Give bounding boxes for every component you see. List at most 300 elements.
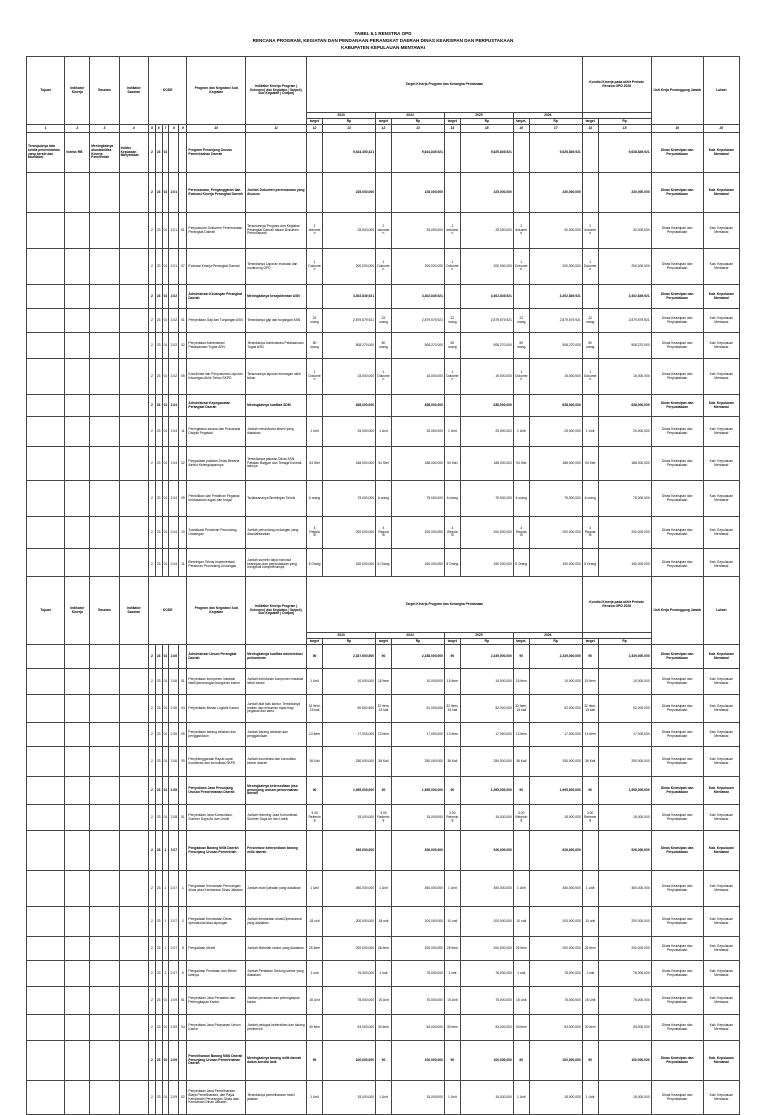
target-cell: 15 Unit xyxy=(582,987,598,1015)
tujuan-cell xyxy=(27,333,65,359)
kode-cell: 01 xyxy=(162,285,169,309)
tujuan-cell xyxy=(27,1081,65,1115)
unit-kerja-cell: Dinas Kearsipan dan Perpustakaan xyxy=(651,333,703,359)
rp-cell: 1,995,000,000 xyxy=(322,777,375,805)
sasaran-cell xyxy=(90,831,119,871)
kode-cell: 01 xyxy=(162,1081,169,1115)
target-cell: 2 dokumen xyxy=(307,213,323,249)
rp-cell: 17,000,000 xyxy=(598,723,651,747)
indikator-kinerja-cell xyxy=(65,213,90,249)
rp-cell: 508,270,000 xyxy=(598,333,651,359)
target-label: target xyxy=(444,119,460,125)
target-cell: 90 xyxy=(444,1041,460,1081)
indikator-sasaran-cell xyxy=(119,871,148,907)
unit-kerja-cell: Dinas Kearsipan dan Perpustakaan xyxy=(651,249,703,285)
sasaran-cell: Meningkatnya akuntabilitas Kinerja Pemerintah xyxy=(90,133,119,173)
target-cell: 94 Stel xyxy=(582,447,598,481)
lokasi-cell: Kab. Kepulauan Mentawai xyxy=(703,907,739,937)
program-cell: Evaluasi Kinerja Perangkat Daerah xyxy=(187,249,246,285)
rp-label: Rp xyxy=(529,639,582,645)
kode-cell: 2 xyxy=(149,133,156,173)
tujuan-cell xyxy=(27,1015,65,1041)
target-cell: 90 xyxy=(307,1041,323,1081)
rp-cell: 53,000,000 xyxy=(322,1015,375,1041)
kode-cell: 01 xyxy=(162,723,169,747)
target-cell: 4 Regulasi xyxy=(307,517,323,549)
kode-cell: 23 xyxy=(155,937,162,961)
indikator-cell: Tersusunnya Program dan Kegiatan Perangkat Daerah dalam Dokumen Perencanaan xyxy=(246,213,307,249)
kode-cell: 2 xyxy=(149,831,156,871)
target-cell: 1 Dokumen xyxy=(444,359,460,395)
kode-cell: 2 xyxy=(149,395,156,417)
indikator-cell: Jumlah petugas kebersihan dan tukang pembersih xyxy=(246,1015,307,1041)
rp-cell: 200,000,000 xyxy=(391,249,444,285)
kode-cell: 23 xyxy=(155,669,162,695)
kode-cell: 01 xyxy=(179,213,187,249)
col-lokasi: Lokasi xyxy=(703,577,739,645)
table-row xyxy=(27,249,740,285)
target-cell: 4 Regulasi xyxy=(582,517,598,549)
indikator-kinerja-cell xyxy=(65,1081,90,1115)
kode-cell: 2 xyxy=(149,723,156,747)
target-cell: 90 xyxy=(307,777,323,805)
year-2026: 2026 xyxy=(513,633,582,639)
tujuan-cell xyxy=(27,831,65,871)
kode-cell: 23 xyxy=(155,987,162,1015)
kode-cell: 23 xyxy=(155,805,162,831)
tujuan-cell xyxy=(27,359,65,395)
target-cell: 1 Unit xyxy=(582,871,598,907)
rp-cell: 638,000,000 xyxy=(322,395,375,417)
index-cell: 12 xyxy=(307,125,323,133)
sasaran-cell xyxy=(90,395,119,417)
kode-cell: 2.08 xyxy=(169,805,179,831)
indikator-kinerja-cell xyxy=(65,669,90,695)
target-cell: 10 unit xyxy=(582,907,598,937)
kode-cell: 01 xyxy=(162,417,169,447)
lokasi-cell: Kab. Kepulauan Mentawai xyxy=(703,937,739,961)
target-cell: 26 Item xyxy=(444,937,460,961)
target-cell: 1 Unit xyxy=(513,417,529,447)
indikator-sasaran-cell xyxy=(119,417,148,447)
year-2023: 2023 xyxy=(307,633,376,639)
kode-cell: 2.08 xyxy=(169,777,179,805)
lokasi-cell: Kab. Kepulauan Mentawai xyxy=(703,805,739,831)
kode-cell: 1 xyxy=(162,907,169,937)
lokasi-cell: Kab. Kepulauan Mentawai xyxy=(703,285,739,309)
rp-cell: 9,624,450,421 xyxy=(322,133,375,173)
target-cell: 2 dokumen xyxy=(513,213,529,249)
target-cell: 15 Item xyxy=(513,669,529,695)
target-cell: 1 Unit xyxy=(376,417,392,447)
indikator-kinerja-cell xyxy=(65,309,90,333)
indikator-sasaran-cell xyxy=(119,447,148,481)
kode-cell: 2.02 xyxy=(169,359,179,395)
rp-cell: 225,000,000 xyxy=(460,173,513,213)
target-cell xyxy=(513,395,529,417)
rp-cell: 25,000,000 xyxy=(598,417,651,447)
lokasi-cell: Kab. Kepulauan Mentawai xyxy=(703,669,739,695)
rp-cell: 2,339,000,000 xyxy=(460,645,513,669)
sasaran-cell xyxy=(90,987,119,1015)
sasaran-cell xyxy=(90,249,119,285)
rp-cell: 450,000,000 xyxy=(391,871,444,907)
rp-cell: 450,000,000 xyxy=(322,871,375,907)
rp-cell: 3,402,849,921 xyxy=(391,285,444,309)
target-cell: 22 orang xyxy=(582,309,598,333)
kode-cell xyxy=(179,831,187,871)
program-cell: Pengadaan Barang Milik Daerah Penunjang Urusan Pemerintah xyxy=(187,831,246,871)
rp-cell: 188,000,000 xyxy=(391,447,444,481)
target-cell: 36 Kali xyxy=(376,747,392,777)
header-row xyxy=(27,57,740,113)
target-label: target, xyxy=(513,639,529,645)
table-row xyxy=(27,133,740,173)
sasaran-cell xyxy=(90,645,119,669)
rp-cell: 52,000,000 xyxy=(529,695,582,723)
kode-cell: 2 xyxy=(149,213,156,249)
target-cell: 1 Unit xyxy=(513,871,529,907)
tujuan-cell xyxy=(27,747,65,777)
rp-cell: 2,879,579,921 xyxy=(460,309,513,333)
kode-cell: 2 xyxy=(149,447,156,481)
indikator-cell: Tersedianya pakaian Dinas ASN, Pakaian Batjgon dan Tenaga Kontrak lainnya xyxy=(246,447,307,481)
kode-cell: 2 xyxy=(149,549,156,581)
table-row xyxy=(27,871,740,907)
index-cell: 5 xyxy=(149,125,156,133)
kode-cell: 1 xyxy=(162,871,169,907)
col-indikator-sasaran: Indikator Sasaran xyxy=(119,577,148,645)
indikator-sasaran-cell xyxy=(119,173,148,213)
target-cell: 13 Item xyxy=(582,723,598,747)
unit-kerja-cell: Dinas Kearsipan dan Perpustakaan xyxy=(651,1041,703,1081)
indikator-cell: Jumlah barang cetakan dan penggandaan xyxy=(246,723,307,747)
kode-cell: 2 xyxy=(149,517,156,549)
indikator-sasaran-cell xyxy=(119,987,148,1015)
target-cell: 15 Unit xyxy=(513,987,529,1015)
target-cell xyxy=(582,395,598,417)
target-cell: 4 Regulasi xyxy=(513,517,529,549)
target-cell: 90 xyxy=(376,1041,392,1081)
program-cell: Pengadaan Mebel xyxy=(187,937,246,961)
kode-cell: 05 xyxy=(179,723,187,747)
indikator-kinerja-cell xyxy=(65,777,90,805)
col-kode: KODE xyxy=(149,57,187,125)
indikator-cell: Jumlah Mebelair kantor yang diadakan xyxy=(246,937,307,961)
target-cell: 1 unit xyxy=(513,961,529,987)
kode-cell: 04 xyxy=(179,1015,187,1041)
col-indikator-program: Indikator Kinerja Program ( Outcome) dan Kegiatan ( Output), Sub Kegiatan ( Output) xyxy=(246,577,307,645)
col-sasaran: Sasaran xyxy=(90,577,119,645)
target-cell: 36 Kali xyxy=(307,747,323,777)
sasaran-cell xyxy=(90,417,119,447)
rp-cell: 30,000,000 xyxy=(598,213,651,249)
indikator-sasaran-cell xyxy=(119,1015,148,1041)
indikator-sasaran-cell xyxy=(119,937,148,961)
indikator-kinerja-cell xyxy=(65,871,90,907)
kode-cell: 2.01 xyxy=(169,249,179,285)
sasaran-cell xyxy=(90,871,119,907)
rp-cell: 76,000,000 xyxy=(391,961,444,987)
rp-cell: 15,000,000 xyxy=(460,1081,513,1115)
tujuan-cell xyxy=(27,517,65,549)
rp-cell: 150,000,000 xyxy=(529,549,582,581)
rp-cell: 75,000,000 xyxy=(598,481,651,517)
rp-cell: 1,995,000,000 xyxy=(529,777,582,805)
indikator-kinerja-cell xyxy=(65,907,90,937)
rp-cell: 926,000,000 xyxy=(460,831,513,871)
rp-cell: 76,000,000 xyxy=(460,961,513,987)
lokasi-cell: Kab. Kepulauan Mentawai xyxy=(703,333,739,359)
kode-cell: 01 xyxy=(162,333,169,359)
table-row xyxy=(27,669,740,695)
rp-cell: 25,000,000 xyxy=(391,213,444,249)
table-row xyxy=(27,447,740,481)
tujuan-cell xyxy=(27,481,65,517)
kode-cell: 05 xyxy=(179,359,187,395)
unit-kerja-cell: Dinas Kearsipan dan Perpustakaan xyxy=(651,359,703,395)
lokasi-cell: Kab. Kepulauan Mentawai xyxy=(703,831,739,871)
target-cell: 1 Dokumen xyxy=(376,249,392,285)
title-line-1: TABEL 6.1 RENSTRA OPD xyxy=(354,31,412,36)
target-cell: 30 item xyxy=(307,1015,323,1041)
target-cell xyxy=(513,285,529,309)
page-2 xyxy=(26,576,740,1115)
indikator-kinerja-cell xyxy=(65,285,90,309)
lokasi-cell: Kab. Kepulauan Mentawai xyxy=(703,359,739,395)
rp-cell: 200,000,000 xyxy=(598,517,651,549)
kode-cell: 2 xyxy=(149,285,156,309)
table-row xyxy=(27,1081,740,1115)
indikator-cell: Jumlah sumber daya manusia kearsipan dan perpustakaan yang mengikuti kompetensinya xyxy=(246,549,307,581)
program-cell: Koordinasi dan Penyusunan Laporan Keuangan Akhir Tahun SKPD xyxy=(187,359,246,395)
rp-cell: 200,000,000 xyxy=(460,937,513,961)
rp-cell: 2,339,000,000 xyxy=(529,645,582,669)
table-row xyxy=(27,987,740,1015)
rp-cell: 76,000,000 xyxy=(322,961,375,987)
target-cell: 1 Dokumen xyxy=(513,249,529,285)
kode-cell: 23 xyxy=(155,285,162,309)
indikator-sasaran-cell xyxy=(119,747,148,777)
target-cell: 32 Item, 15 kali xyxy=(582,695,598,723)
unit-kerja-cell: Dinas Kearsipan dan Perpustakaan xyxy=(651,549,703,581)
rp-cell: 150,000,000 xyxy=(391,549,444,581)
target-cell: 1 Unit xyxy=(444,417,460,447)
rp-cell: 75,000,000 xyxy=(391,481,444,517)
index-cell: 14 xyxy=(444,125,460,133)
rp-cell: 508,270,000 xyxy=(529,333,582,359)
kode-cell: 01 xyxy=(162,395,169,417)
kode-cell: 2 xyxy=(149,309,156,333)
indikator-sasaran-cell xyxy=(119,777,148,805)
target-cell: 15 Unit xyxy=(376,987,392,1015)
kode-cell: 23 xyxy=(155,517,162,549)
unit-kerja-cell: Dinas Kearsipan dan Perpustakaan xyxy=(651,481,703,517)
table-row xyxy=(27,747,740,777)
target-label: target, xyxy=(513,119,529,125)
rp-cell: 15,000,000 xyxy=(460,805,513,831)
target-cell: 8 Orang xyxy=(376,549,392,581)
rp-cell: 17,000,000 xyxy=(460,723,513,747)
target-cell: 1 Unit xyxy=(513,1081,529,1115)
table-row xyxy=(27,961,740,987)
col-kondisi: Kondisi Kinerja pada akhir Periode Renstra OPD 2026 xyxy=(582,57,651,113)
kode-cell: 09 xyxy=(179,747,187,777)
rp-cell: 10,000,000 xyxy=(322,669,375,695)
kode-cell: 01 xyxy=(162,309,169,333)
rp-cell: 200,000,000 xyxy=(598,249,651,285)
rp-cell: 51,000,000 xyxy=(391,695,444,723)
kode-cell: 10 xyxy=(179,517,187,549)
target-cell xyxy=(444,395,460,417)
indikator-sasaran-cell xyxy=(119,645,148,669)
kode-cell: 2 xyxy=(149,805,156,831)
kode-cell: 2 xyxy=(149,907,156,937)
indikator-sasaran-cell xyxy=(119,249,148,285)
target-cell: 6 orang xyxy=(444,481,460,517)
indikator-sasaran-cell xyxy=(119,333,148,359)
indikator-kinerja-cell xyxy=(65,417,90,447)
kode-cell: 23 xyxy=(155,395,162,417)
target-cell: 4 Regulasi xyxy=(376,517,392,549)
program-cell: Administrasi Kepegawaian Perangkat Daerah xyxy=(187,395,246,417)
tujuan-cell: Terwujudnya tata kelola pemerintahan yang bersih dan akuntabel xyxy=(27,133,65,173)
indikator-kinerja-cell xyxy=(65,517,90,549)
table-row xyxy=(27,805,740,831)
rp-cell: 638,000,000 xyxy=(391,395,444,417)
kode-cell: 23 xyxy=(155,133,162,173)
rp-cell: 25,000,000 xyxy=(460,213,513,249)
rp-cell: 230,000,000 xyxy=(598,173,651,213)
kode-cell: 2.01 xyxy=(169,213,179,249)
program-cell: Penyediaan komponen instalasi listrik/penerangan bangunan kantor xyxy=(187,669,246,695)
col-kondisi: Kondisi Kinerja pada akhir Periode Renstra OPD 2026 xyxy=(582,577,651,633)
kode-cell: 2 xyxy=(149,871,156,907)
target-cell xyxy=(376,285,392,309)
sasaran-cell xyxy=(90,669,119,695)
year-2024: 2024 xyxy=(376,633,445,639)
target-cell xyxy=(513,831,529,871)
lokasi-cell: Kab. Kepulauan Mentawai xyxy=(703,777,739,805)
rp-cell: 25,000,000 xyxy=(322,213,375,249)
rp-cell: 75,000,000 xyxy=(391,987,444,1015)
target-cell: 30 item xyxy=(513,1015,529,1041)
unit-kerja-cell: Dinas Kearsipan dan Perpustakaan xyxy=(651,961,703,987)
kode-cell: 2.09 xyxy=(169,1081,179,1115)
program-cell: Program Penunjang Urusan Pemerintahan Daerah xyxy=(187,133,246,173)
rp-cell: 25,000,000 xyxy=(529,417,582,447)
kode-cell: 2 xyxy=(149,333,156,359)
target-cell: 18 unit xyxy=(376,907,392,937)
unit-kerja-cell: Dinas Kearsipan dan Perpustakaan xyxy=(651,723,703,747)
rp-cell: 75,000,000 xyxy=(460,987,513,1015)
indikator-cell: Jumlah peralatan dan perlengkapan kantor xyxy=(246,987,307,1015)
sasaran-cell xyxy=(90,333,119,359)
index-cell: 17 xyxy=(529,125,582,133)
index-cell: 8 xyxy=(169,125,179,133)
kode-cell: 11 xyxy=(179,549,187,581)
target-cell xyxy=(376,133,392,173)
target-cell: 4 Regulasi xyxy=(444,517,460,549)
kode-cell: 23 xyxy=(155,723,162,747)
kode-cell: 01 xyxy=(162,695,169,723)
lokasi-cell: Kab. Kepulauan Mentawai xyxy=(703,213,739,249)
kode-cell: 23 xyxy=(155,481,162,517)
kode-cell: 01 xyxy=(162,987,169,1015)
kode-cell: 23 xyxy=(155,417,162,447)
renstra-table-page-1 xyxy=(26,56,740,581)
indikator-cell: Tersusunnya laporan keuangan akhir tahun xyxy=(246,359,307,395)
target-cell: 30 item xyxy=(582,1015,598,1041)
col-unit-kerja: Unit Kerja Penanggung Jawab xyxy=(651,57,703,125)
rp-cell: 2,339,000,000 xyxy=(598,645,651,669)
program-cell: Pendidikan dan Pelatihan Pegawai berdasarkan tugas dan fungsi xyxy=(187,481,246,517)
kode-cell: 2.06 xyxy=(169,747,179,777)
rp-label: Rp xyxy=(529,119,582,125)
kode-cell: 2 xyxy=(149,1015,156,1041)
lokasi-cell: Kab. Kepulauan Mentawai xyxy=(703,747,739,777)
target-cell: 94 Stel xyxy=(513,447,529,481)
kode-cell: 02 xyxy=(179,333,187,359)
indikator-sasaran-cell xyxy=(119,961,148,987)
unit-kerja-cell: Dinas Kearsipan dan Perpustakaan xyxy=(651,285,703,309)
sasaran-cell xyxy=(90,1081,119,1115)
rp-cell: 508,270,000 xyxy=(322,333,375,359)
rp-cell: 15,000,000 xyxy=(391,1081,444,1115)
rp-cell: 200,000,000 xyxy=(460,517,513,549)
rp-cell: 1,995,000,000 xyxy=(460,777,513,805)
index-row xyxy=(27,125,740,133)
kode-cell: 2.02 xyxy=(169,333,179,359)
kode-cell: 2.09 xyxy=(169,1015,179,1041)
target-cell: 1 Dokumen xyxy=(307,359,323,395)
lokasi-cell: Kab. Kepulauan Mentawai xyxy=(703,395,739,417)
rp-cell: 53,000,000 xyxy=(529,1015,582,1041)
target-cell: 30 item xyxy=(444,1015,460,1041)
lokasi-cell: Kab. Kepulauan Mentawai xyxy=(703,987,739,1015)
rp-cell: 250,000,000 xyxy=(460,747,513,777)
target-cell: 1 Dokumen xyxy=(376,359,392,395)
lokasi-cell: Kab. Kepulauan Mentawai xyxy=(703,1081,739,1115)
target-cell: 90 xyxy=(444,777,460,805)
kode-cell: 01 xyxy=(162,1041,169,1081)
indikator-cell: Jumlah alat tulis kantor, Tersedianya makan dan minuman rapat bagi pegawai dan tamu xyxy=(246,695,307,723)
col-sasaran: Sasaran xyxy=(90,57,119,125)
kode-cell: 01 xyxy=(162,447,169,481)
program-cell: Pengadaan Peralatan dan Mesin lainnya xyxy=(187,961,246,987)
kode-cell: 2 xyxy=(149,669,156,695)
kode-cell: 01 xyxy=(162,359,169,395)
rp-cell: 30,000,000 xyxy=(529,213,582,249)
kode-cell: 01 xyxy=(162,1015,169,1041)
indikator-cell: Jumlah koordinasi dan konsultasi keluar daerah xyxy=(246,747,307,777)
target-cell: 1 Unit xyxy=(376,871,392,907)
target-cell xyxy=(513,133,529,173)
index-cell: 6 xyxy=(155,125,162,133)
kode-cell: 2.07 xyxy=(169,871,179,907)
target-cell xyxy=(376,395,392,417)
rp-cell: 15,000,000 xyxy=(322,359,375,395)
indikator-kinerja-cell xyxy=(65,447,90,481)
rp-cell: 75,000,000 xyxy=(529,987,582,1015)
lokasi-cell: Kab. Kepulauan Mentawai xyxy=(703,417,739,447)
lokasi-cell: Kab. Kepulauan Mentawai xyxy=(703,549,739,581)
tujuan-cell xyxy=(27,309,65,333)
rp-label: Rp xyxy=(598,119,651,125)
target-cell: 3,00 Rekening xyxy=(444,805,460,831)
rp-cell: 15,000,000 xyxy=(460,359,513,395)
kode-cell: 11 xyxy=(179,417,187,447)
